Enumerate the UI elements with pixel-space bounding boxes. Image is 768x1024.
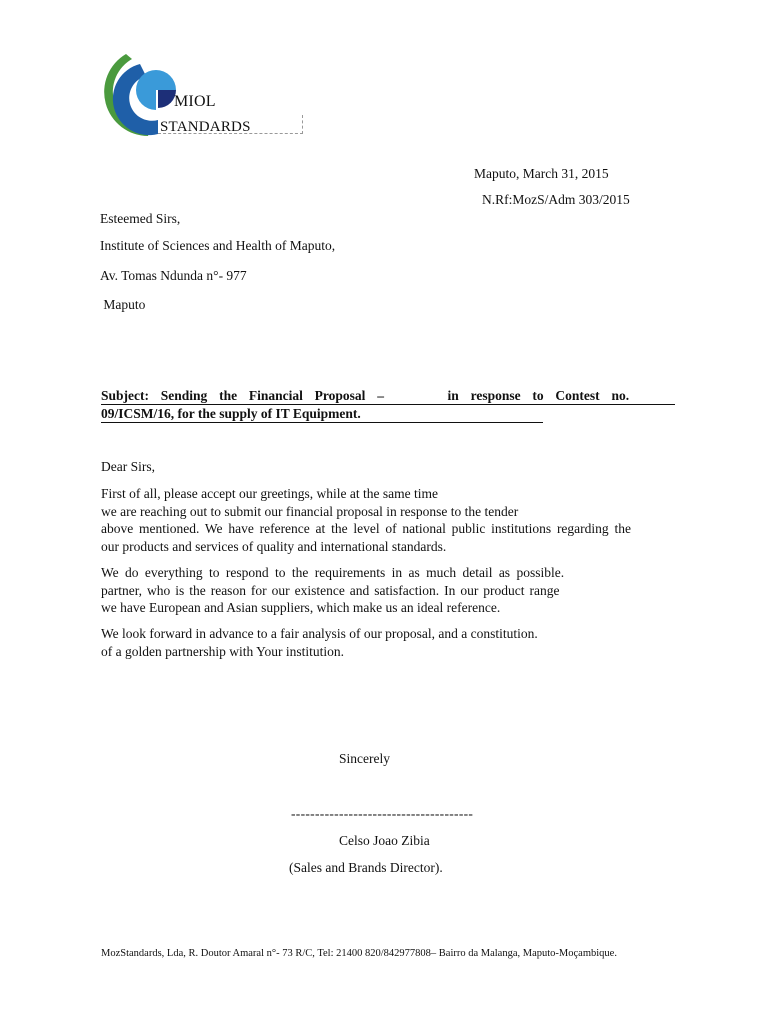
subject-word: no. [611, 388, 630, 403]
place-date: Maputo, March 31, 2015 [474, 166, 609, 181]
recipient-address: Av. Tomas Ndunda n°- 977 [100, 268, 247, 283]
reference-number: N.Rf:MozS/Adm 303/2015 [482, 192, 630, 207]
subject-word: response [470, 388, 521, 403]
subject-word: Financial [248, 388, 303, 403]
subject-word: Proposal [314, 388, 366, 403]
paragraph-line: First of all, please accept our greetings, while at the same time [101, 486, 439, 501]
paragraph-2 [101, 564, 635, 617]
signatory-title: (Sales and Brands Director). [289, 860, 443, 875]
recipient-city: Maputo [100, 297, 146, 312]
logo-text-line2: STANDARDS [160, 119, 251, 135]
closing-sincerely: Sincerely [339, 751, 390, 766]
logo-text-line1: MIOL [174, 93, 216, 110]
paragraph-line: we have European and Asian suppliers, which make us an ideal reference. [101, 600, 501, 615]
paragraph-line: We look forward in advance to a fair analysis of our proposal, and a constitution. [101, 626, 538, 641]
signatory-name: Celso Joao Zibia [339, 833, 430, 848]
subject-word: Sending [160, 388, 208, 403]
subject-word: Contest [555, 388, 600, 403]
subject-word: Subject: [101, 388, 149, 403]
recipient-institution: Institute of Sciences and Health of Maputo, [100, 238, 336, 253]
paragraph-line: our products and services of quality and international standards. [101, 538, 447, 554]
subject-word: in [447, 388, 459, 403]
paragraph-3 [101, 625, 635, 660]
subject-line1 [101, 387, 675, 405]
signature-line: -------------------------------------- [291, 806, 474, 821]
company-logo [100, 50, 315, 145]
greeting: Dear Sirs, [101, 459, 155, 474]
paragraph-line: of a golden partnership with Your institution. [101, 643, 344, 659]
paragraph-line: partner, who is the reason for our existence and satisfaction. In our product range [101, 582, 560, 598]
paragraph-line: above mentioned. We have reference at the level of national public institutions regarding the [101, 521, 631, 536]
paragraph-line: We do everything to respond to the requirements in as much detail as possible. [101, 565, 565, 580]
subject-word: to [532, 388, 544, 403]
subject-gap [641, 387, 675, 404]
paragraph-1 [101, 485, 635, 555]
subject-block [101, 387, 675, 423]
subject-word: – [377, 388, 384, 403]
footer-address: MozStandards, Lda, R. Doutor Amaral n°- 73 R/C, Tel: 21400 820/842977808– Bairro da Malanga, Maputo-Moçambique. [101, 948, 617, 959]
subject-gap [396, 387, 436, 404]
subject-word: the [219, 388, 238, 403]
paragraph-line: we are reaching out to submit our financial proposal in response to the tender [101, 503, 519, 519]
recipient-salutation: Esteemed Sirs, [100, 211, 181, 226]
subject-line2: 09/ICSM/16, for the supply of IT Equipment. [101, 405, 543, 423]
